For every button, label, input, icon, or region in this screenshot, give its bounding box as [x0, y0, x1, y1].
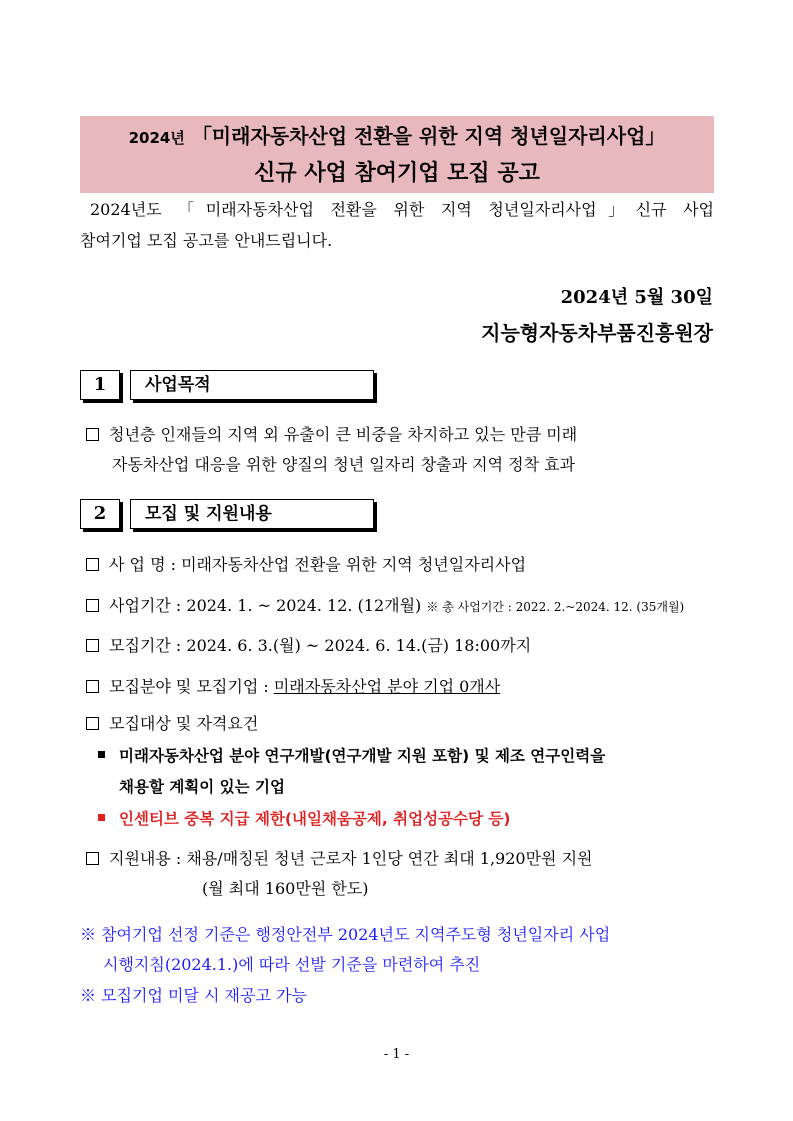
intro-line-1: 2024년도 「미래자동차산업 전환을 위한 지역 청년일자리사업」신규 사업 — [90, 200, 714, 219]
note-2: ※ 모집기업 미달 시 재공고 가능 — [80, 986, 307, 1005]
square-bullet-icon — [98, 751, 105, 758]
intro-line-2: 참여기업 모집 공고를 안내드립니다. — [80, 231, 333, 250]
eligibility-line — [86, 711, 258, 737]
title-year: 2024년 — [128, 129, 185, 147]
checkbox-icon — [86, 599, 99, 612]
checkbox-icon — [86, 558, 99, 571]
purpose-line-1 — [86, 422, 577, 448]
eligibility-text: 모집대상 및 자격요건 — [109, 714, 259, 733]
recruit-field-label: 모집분야 및 모집기업 : — [109, 677, 274, 696]
title-main: 「미래자동차산업 전환을 위한 지역 청년일자리사업」 — [191, 124, 666, 148]
eligibility-bullet-1-cont: 채용할 계획이 있는 기업 — [119, 778, 285, 796]
checkbox-icon — [86, 680, 99, 693]
title-subtitle: 신규 사업 참여기업 모집 공고 — [254, 161, 540, 186]
support-line-1 — [86, 846, 592, 872]
business-period-note: ※ 총 사업기간 : 2022. 2.~2024. 12. (35개월) — [426, 600, 685, 614]
business-period-text: 사업기간 : 2024. 1. ~ 2024. 12. (12개월) — [109, 596, 422, 615]
business-name-text: 사 업 명 : 미래자동차산업 전환을 위한 지역 청년일자리사업 — [109, 555, 527, 574]
section-1-title: 사업목적 — [130, 370, 374, 400]
recruit-field-value: 미래자동차산업 분야 기업 0개사 — [273, 677, 501, 696]
recruit-field-line — [86, 674, 500, 700]
business-name-line — [86, 552, 526, 578]
eligibility-bullet-1-text: 미래자동차산업 분야 연구개발(연구개발 지원 포함) 및 제조 연구인력을 — [119, 747, 606, 765]
checkbox-icon — [86, 428, 99, 441]
note-1-line-1: ※ 참여기업 선정 기준은 행정안전부 2024년도 지역주도형 청년일자리 사업 — [80, 925, 611, 944]
issuer-name: 지능형자동차부품진흥원장 — [481, 321, 713, 345]
page-number: - 1 - — [383, 1047, 410, 1062]
note-1-line-2: 시행지침(2024.1.)에 따라 선발 기준을 마련하여 추진 — [103, 955, 481, 974]
section-1-number: 1 — [80, 370, 120, 400]
recruit-period-text: 모집기간 : 2024. 6. 3.(월) ~ 2024. 6. 14.(금) 18:00까지 — [109, 636, 532, 655]
eligibility-bullet-1 — [98, 742, 605, 770]
title-line-1 — [80, 118, 714, 156]
checkbox-icon — [86, 639, 99, 652]
checkbox-icon — [86, 717, 99, 730]
square-bullet-icon — [98, 814, 105, 821]
purpose-line-2: 자동차산업 대응을 위한 양질의 청년 일자리 창출과 지역 정착 효과 — [112, 455, 576, 474]
support-line-2: (월 최대 160만원 한도) — [202, 879, 369, 898]
business-period-line — [86, 593, 684, 620]
section-2-title: 모집 및 지원내용 — [130, 499, 374, 529]
announcement-title-banner — [80, 116, 714, 193]
announcement-date: 2024년 5월 30일 — [560, 287, 713, 308]
checkbox-icon — [86, 852, 99, 865]
eligibility-bullet-2-text: 인센티브 중복 지급 제한(내일채움공제, 취업성공수당 등) — [119, 810, 511, 828]
support-text-1: 지원내용 : 채용/매칭된 청년 근로자 1인당 연간 최대 1,920만원 지원 — [109, 849, 593, 868]
purpose-text-1: 청년층 인재들의 지역 외 유출이 큰 비중을 차지하고 있는 만큼 미래 — [109, 425, 578, 444]
section-2-number: 2 — [80, 499, 120, 529]
eligibility-bullet-2 — [98, 805, 510, 833]
recruit-period-line — [86, 633, 531, 659]
